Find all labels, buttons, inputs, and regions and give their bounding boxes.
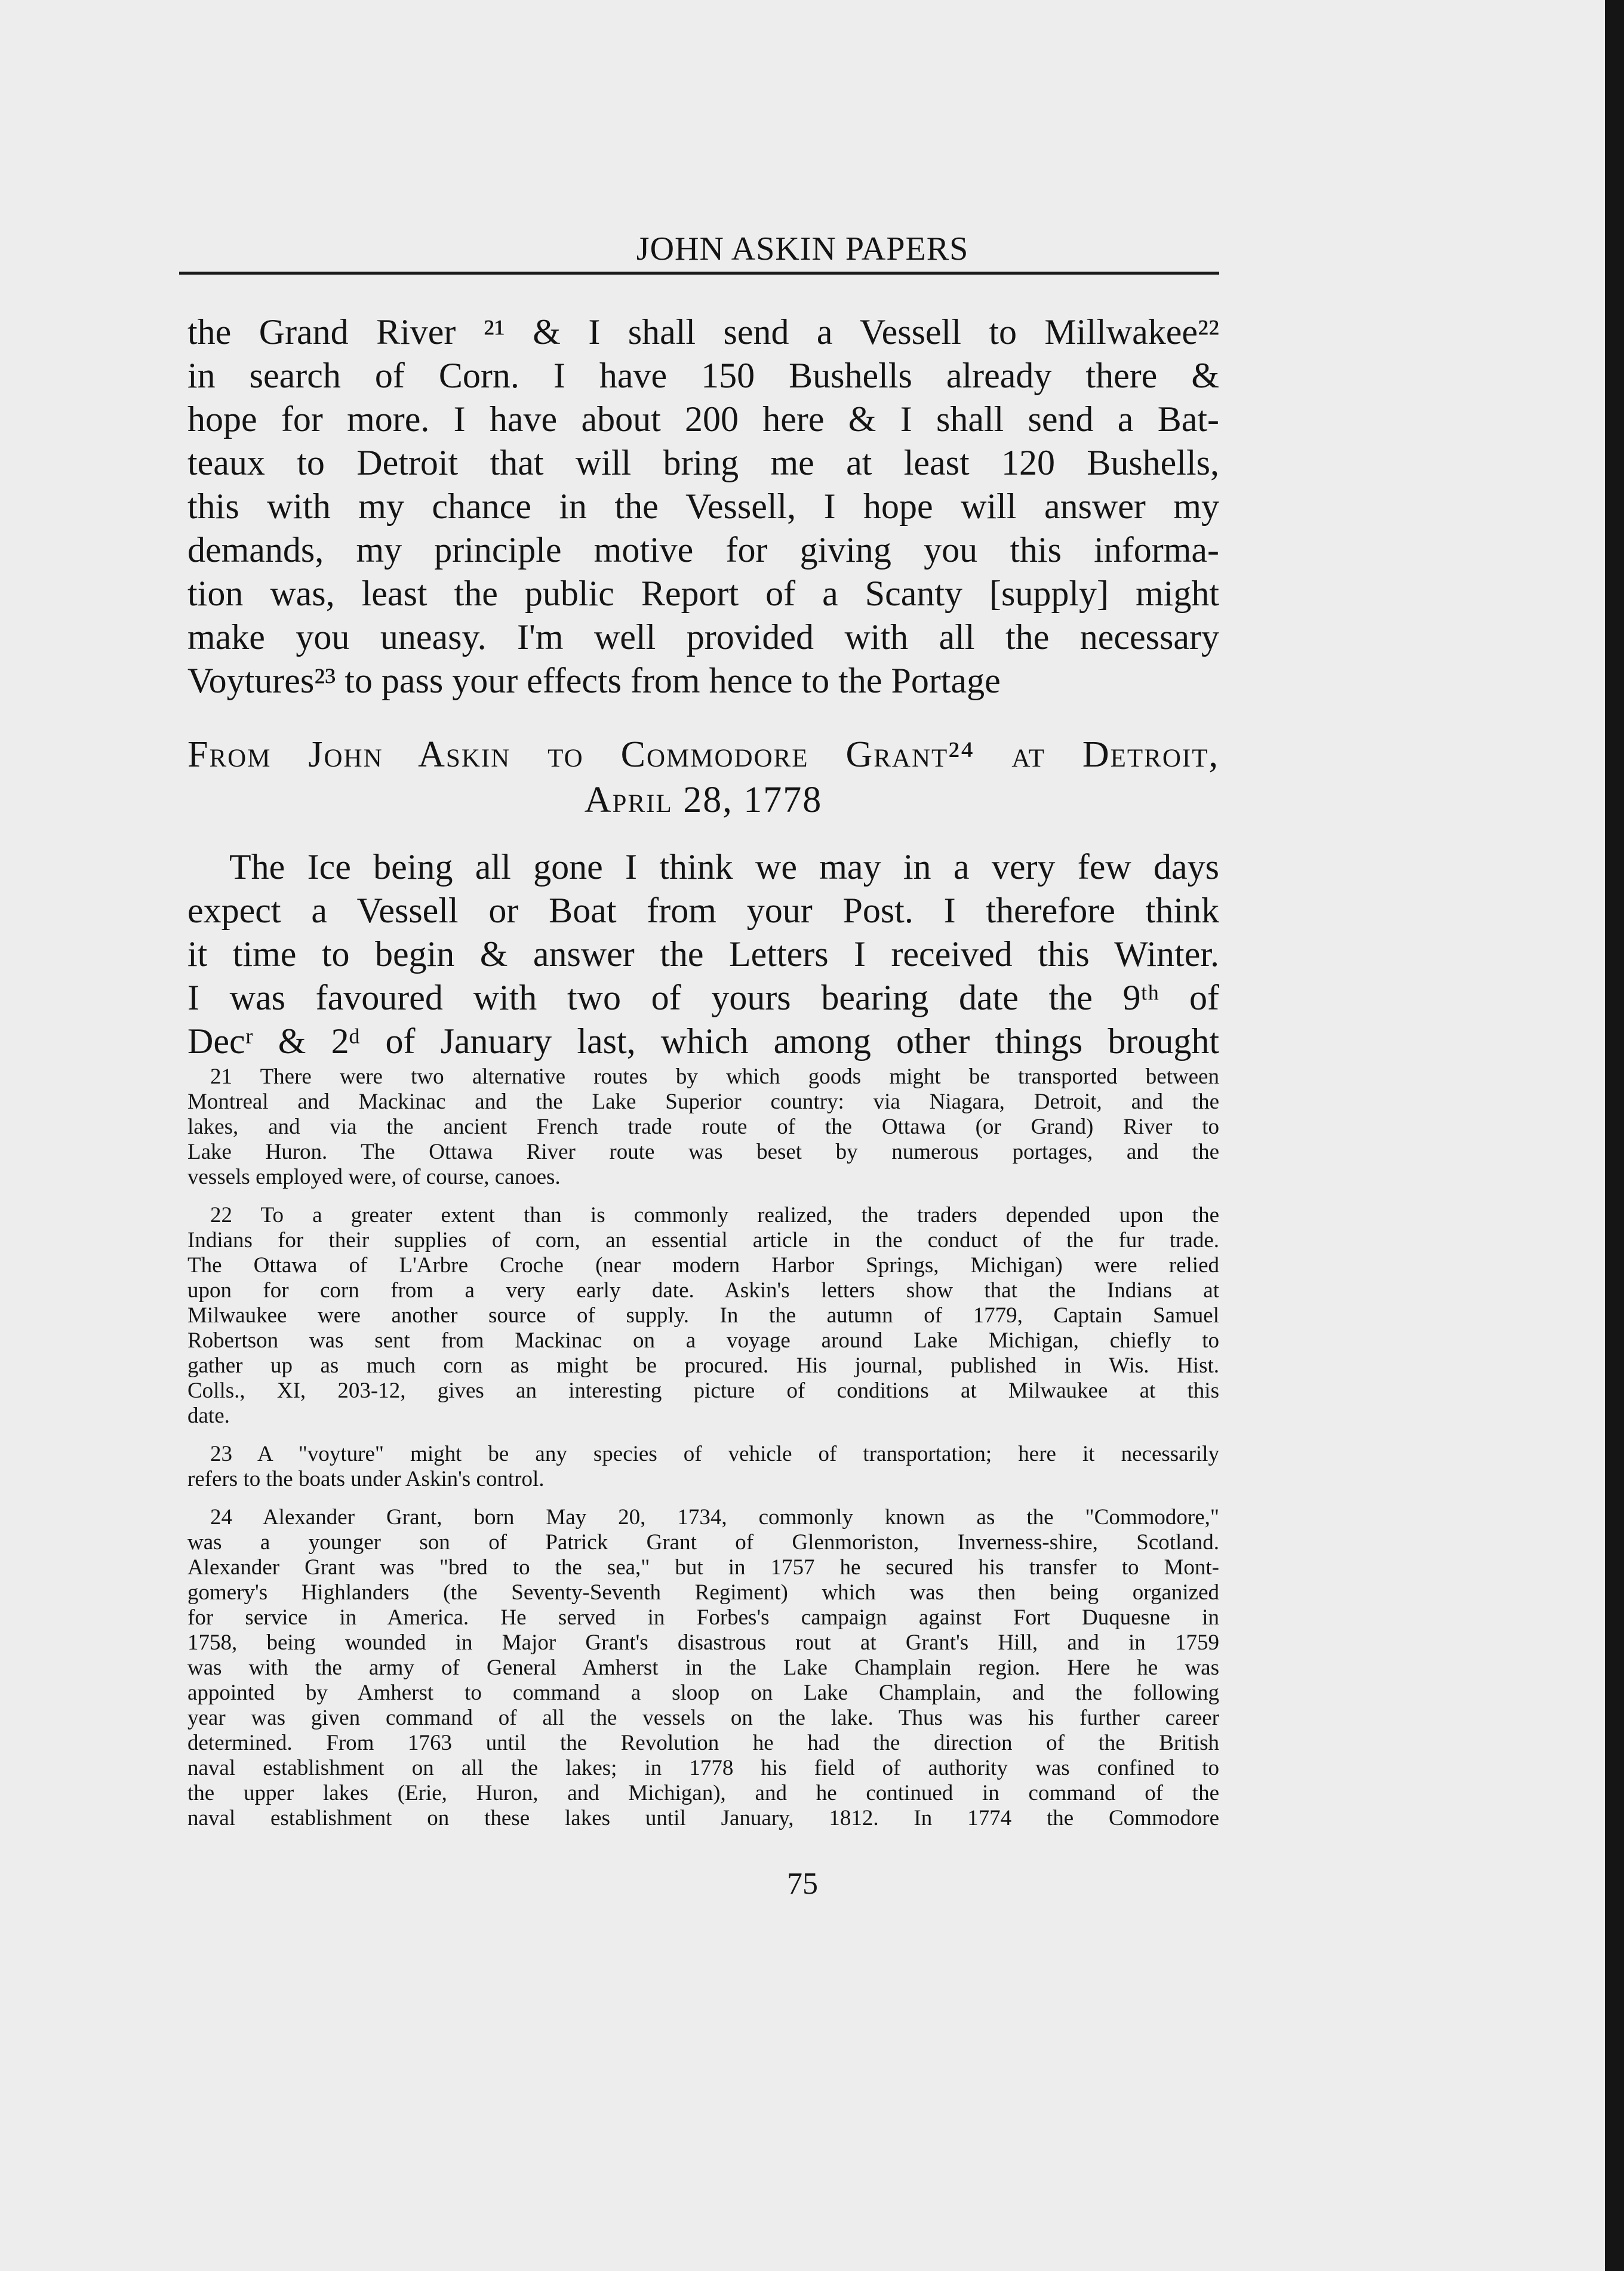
- text-line: The Ice being all gone I think we may in a very few days: [229, 847, 1219, 887]
- footnote-text: To a greater extent than is commonly realized, the traders depended upon the: [260, 1203, 1219, 1227]
- text-line: tion was, least the public Report of a Scanty [supply] might: [187, 574, 1219, 613]
- footnote-text: There were two alternative routes by which goods might be transported between: [260, 1064, 1219, 1089]
- footnote-21: [187, 1064, 1219, 1190]
- footnote-line: vessels employed were, of course, canoes.: [187, 1165, 561, 1189]
- footnote-line: lakes, and via the ancient French trade route of the Ottawa (or Grand) River to: [187, 1115, 1219, 1139]
- footnote-line: Robertson was sent from Mackinac on a voyage around Lake Michigan, chiefly to: [187, 1328, 1219, 1353]
- page-number: 75: [787, 1867, 818, 1901]
- footnote-number: 21: [210, 1064, 232, 1089]
- footnote-line: Lake Huron. The Ottawa River route was beset by numerous portages, and the: [187, 1140, 1219, 1164]
- text-line: Decʳ & 2ᵈ of January last, which among other things brought: [187, 1021, 1219, 1061]
- footnote-number: 22: [210, 1203, 232, 1227]
- text-line: I was favoured with two of yours bearing date the 9ᵗʰ of: [187, 978, 1219, 1017]
- footnote-line: [187, 1442, 1219, 1467]
- footnotes: [187, 1064, 1219, 1844]
- text-line: make you uneasy. I'm well provided with all the necessary: [187, 617, 1219, 657]
- footnote-line: gomery's Highlanders (the Seventy-Seventh Regiment) which was then being organized: [187, 1580, 1219, 1605]
- footnote-line: upon for corn from a very early date. Askin's letters show that the Indians at: [187, 1278, 1219, 1303]
- text-line: expect a Vessell or Boat from your Post. I therefore think: [187, 891, 1219, 930]
- text-line: Voytures²³ to pass your effects from hence to the Portage: [187, 661, 1001, 700]
- footnote-line: Colls., XI, 203-12, gives an interesting picture of conditions at Milwaukee at this: [187, 1378, 1219, 1403]
- text-line: the Grand River ²¹ & I shall send a Vessell to Millwakee²²: [187, 312, 1219, 352]
- footnote-line: [187, 1505, 1219, 1530]
- footnote-line: Montreal and Mackinac and the Lake Superior country: via Niagara, Detroit, and the: [187, 1090, 1219, 1114]
- header-rule: [179, 272, 1219, 275]
- footnote-line: for service in America. He served in Forbes's campaign against Fort Duquesne in: [187, 1605, 1219, 1630]
- footnote-line: date.: [187, 1404, 230, 1428]
- footnote-line: was with the army of General Amherst in the Lake Champlain region. Here he was: [187, 1655, 1219, 1680]
- letter-heading: [187, 732, 1219, 823]
- footnote-line: naval establishment on these lakes until January, 1812. In 1774 the Commodore: [187, 1806, 1219, 1830]
- text-line: teaux to Detroit that will bring me at least 120 Bushells,: [187, 443, 1219, 482]
- footnote-line: was a younger son of Patrick Grant of Glenmoriston, Inverness-shire, Scotland.: [187, 1530, 1219, 1555]
- footnote-line: [187, 1064, 1219, 1090]
- text-line: it time to begin & answer the Letters I received this Winter.: [187, 934, 1219, 974]
- heading-date: April 28, 1778: [584, 780, 823, 820]
- footnote-line: Milwaukee were another source of supply. In the autumn of 1779, Captain Samuel: [187, 1303, 1219, 1328]
- footnote-number: 23: [210, 1442, 232, 1466]
- footnote-line: naval establishment on all the lakes; in 1778 his field of authority was confined to: [187, 1756, 1219, 1780]
- footnote-line: gather up as much corn as might be procured. His journal, published in Wis. Hist.: [187, 1353, 1219, 1378]
- text-line: this with my chance in the Vessell, I hope will answer my: [187, 487, 1219, 526]
- footnote-line: the upper lakes (Erie, Huron, and Michigan), and he continued in command of the: [187, 1781, 1219, 1805]
- footnote-line: Alexander Grant was "bred to the sea," but in 1757 he secured his transfer to Mont-: [187, 1555, 1219, 1580]
- footnote-text: A "voyture" might be any species of vehicle of transportation; here it necessarily: [257, 1442, 1219, 1466]
- footnote-text: Alexander Grant, born May 20, 1734, commonly known as the "Commodore,": [262, 1505, 1219, 1530]
- footnote-line: appointed by Amherst to command a sloop on Lake Champlain, and the following: [187, 1681, 1219, 1705]
- footnote-23: [187, 1442, 1219, 1492]
- footnote-line: determined. From 1763 until the Revolution he had the direction of the British: [187, 1731, 1219, 1755]
- letter-continuation: [187, 310, 1219, 703]
- footnote-22: [187, 1203, 1219, 1429]
- running-head: JOHN ASKIN PAPERS: [636, 230, 969, 267]
- footnote-line: Indians for their supplies of corn, an essential article in the conduct of the fur trade.: [187, 1228, 1219, 1253]
- footnote-number: 24: [210, 1505, 232, 1530]
- footnote-line: 1758, being wounded in Major Grant's disastrous rout at Grant's Hill, and in 1759: [187, 1630, 1219, 1655]
- text-line: in search of Corn. I have 150 Bushells already there &: [187, 356, 1219, 395]
- scan-edge: [1605, 0, 1624, 2271]
- letter-body: [187, 845, 1219, 1063]
- footnote-line: The Ottawa of L'Arbre Croche (near modern Harbor Springs, Michigan) were relied: [187, 1253, 1219, 1278]
- footnote-24: [187, 1505, 1219, 1831]
- footnote-line: refers to the boats under Askin's control.: [187, 1467, 545, 1491]
- text-line: hope for more. I have about 200 here & I shall send a Bat-: [187, 399, 1219, 439]
- footnote-line: year was given command of all the vessels on the lake. Thus was his further career: [187, 1706, 1219, 1730]
- heading-line: From John Askin to Commodore Grant²⁴ at Detroit,: [187, 734, 1219, 775]
- text-line: demands, my principle motive for giving you this informa-: [187, 530, 1219, 570]
- footnote-line: [187, 1203, 1219, 1228]
